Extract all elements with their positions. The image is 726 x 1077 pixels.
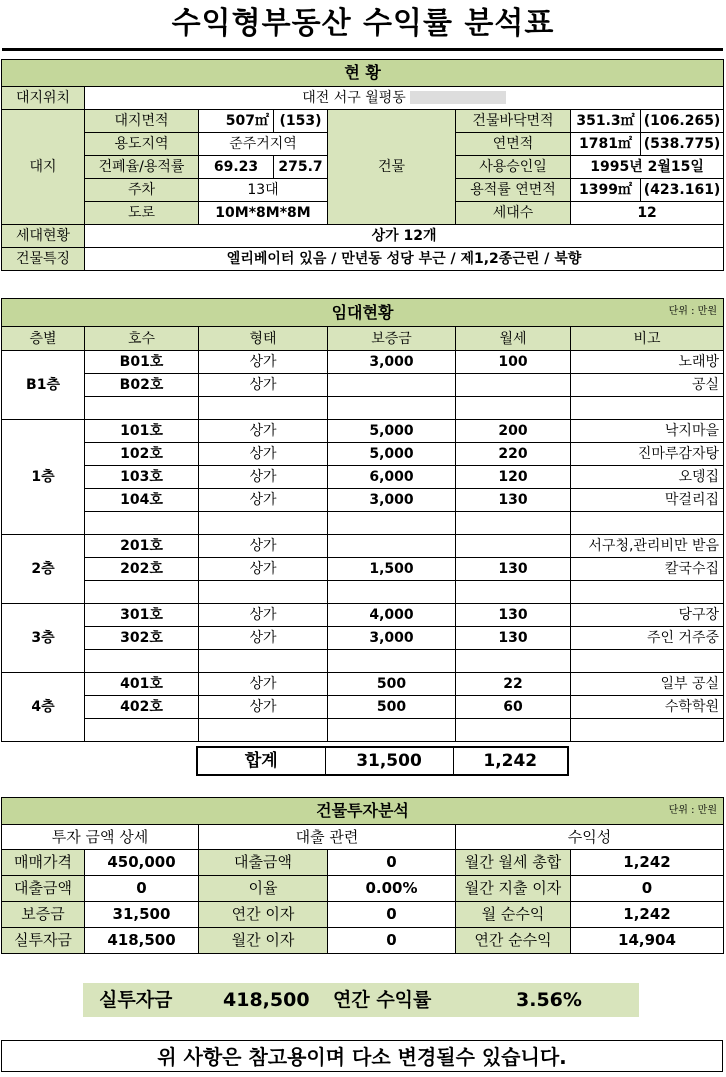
unit-type: 상가 [199, 466, 328, 489]
analysis-row [2, 902, 724, 928]
unit-note: 서구청,관리비만 받음 [571, 535, 724, 558]
unit-rent: 22 [456, 673, 571, 696]
investment-label: 대출금액 [2, 876, 85, 902]
footer-note: 위 사항은 참고용이며 다소 변경될수 있습니다. [1, 1040, 723, 1072]
investment-value: 31,500 [85, 902, 199, 928]
land-row-value: 507㎡ [199, 110, 274, 133]
unit-type: 상가 [199, 420, 328, 443]
profit-value: 0 [571, 876, 724, 902]
rental-row [2, 535, 724, 558]
unit-rent: 220 [456, 443, 571, 466]
analysis-row [2, 876, 724, 902]
building-row-value: 1781㎡ [571, 133, 641, 156]
land-row-value: 69.23 [199, 156, 274, 179]
unit-note [571, 719, 724, 742]
unit-rent [456, 719, 571, 742]
rental-row [2, 351, 724, 374]
unit-note: 칼국수집 [571, 558, 724, 581]
unit-type [199, 397, 328, 420]
unit-rent: 130 [456, 627, 571, 650]
rental-row [2, 420, 724, 443]
building-row-label: 건물바닥면적 [456, 110, 571, 133]
unit-number [85, 581, 199, 604]
summary-label: 실투자금 [99, 989, 173, 1011]
location-cell [85, 87, 724, 110]
land-row-label: 건폐율/용적률 [85, 156, 199, 179]
overview-header: 현 황 [2, 60, 724, 87]
unit-deposit [328, 719, 456, 742]
floor-cell: 4층 [2, 673, 85, 742]
unit-rent [456, 535, 571, 558]
rental-row [2, 604, 724, 627]
analysis-unit: 단위 : 만원 [668, 805, 717, 816]
land-row-label: 도로 [85, 202, 199, 225]
unit-number [85, 719, 199, 742]
building-row-value: 1995년 2월15일 [571, 156, 724, 179]
rental-header-title: 임대현황 [331, 302, 394, 322]
unit-type [199, 512, 328, 535]
unit-deposit: 500 [328, 696, 456, 719]
rental-totals [196, 746, 569, 776]
unit-rent: 130 [456, 489, 571, 512]
unit-deposit: 500 [328, 673, 456, 696]
unit-note: 일부 공실 [571, 673, 724, 696]
unit-type: 상가 [199, 673, 328, 696]
rental-row [2, 627, 724, 650]
unit-rent: 200 [456, 420, 571, 443]
unit-number: 202호 [85, 558, 199, 581]
unit-note [571, 397, 724, 420]
unit-rent [456, 650, 571, 673]
analysis-col-investment: 투자 금액 상세 [2, 825, 199, 850]
unit-note: 낙지마을 [571, 420, 724, 443]
unit-type [199, 650, 328, 673]
unit-number: 104호 [85, 489, 199, 512]
rental-table [1, 298, 724, 772]
analysis-table [1, 797, 724, 954]
unit-note [571, 650, 724, 673]
land-label: 대지 [2, 110, 85, 225]
unit-deposit [328, 397, 456, 420]
profit-label: 연간 순수익 [456, 928, 571, 954]
unit-deposit [328, 535, 456, 558]
loan-value: 0 [328, 850, 456, 876]
rental-row [2, 650, 724, 673]
unit-note [571, 512, 724, 535]
household-label: 세대현황 [2, 225, 85, 248]
floor-cell: 2층 [2, 535, 85, 604]
unit-note [571, 581, 724, 604]
floor-cell: 3층 [2, 604, 85, 673]
investment-label: 실투자금 [2, 928, 85, 954]
loan-value: 0.00% [328, 876, 456, 902]
unit-note: 당구장 [571, 604, 724, 627]
unit-rent: 130 [456, 558, 571, 581]
unit-number: 201호 [85, 535, 199, 558]
loan-value: 0 [328, 928, 456, 954]
rental-row [2, 719, 724, 742]
profit-value: 1,242 [571, 850, 724, 876]
unit-deposit: 6,000 [328, 466, 456, 489]
unit-note: 공실 [571, 374, 724, 397]
rental-row [2, 558, 724, 581]
building-row-value2: (538.775) [641, 133, 724, 156]
location-value: 대전 서구 월평동 [302, 90, 406, 106]
rental-row [2, 466, 724, 489]
unit-rent: 120 [456, 466, 571, 489]
floor-cell: 1층 [2, 420, 85, 535]
unit-type: 상가 [199, 696, 328, 719]
unit-rent [456, 512, 571, 535]
unit-type: 상가 [199, 535, 328, 558]
unit-type: 상가 [199, 374, 328, 397]
land-row-value2: 275.7 [274, 156, 328, 179]
rental-row [2, 673, 724, 696]
investment-value: 418,500 [85, 928, 199, 954]
unit-note: 주인 거주중 [571, 627, 724, 650]
building-row-label: 연면적 [456, 133, 571, 156]
unit-note: 진마루감자탕 [571, 443, 724, 466]
unit-number [85, 650, 199, 673]
unit-number: 103호 [85, 466, 199, 489]
unit-deposit: 5,000 [328, 420, 456, 443]
page-title: 수익형부동산 수익률 분석표 [171, 6, 555, 41]
profit-label: 월 순수익 [456, 902, 571, 928]
feature-label: 건물특징 [2, 248, 85, 271]
building-row-label: 용적률 연면적 [456, 179, 571, 202]
unit-rent [456, 374, 571, 397]
building-row-value: 351.3㎡ [571, 110, 641, 133]
unit-deposit: 5,000 [328, 443, 456, 466]
profit-label: 월간 지출 이자 [456, 876, 571, 902]
analysis-row [2, 850, 724, 876]
unit-deposit [328, 512, 456, 535]
unit-number: 102호 [85, 443, 199, 466]
rental-unit: 단위 : 만원 [668, 306, 718, 317]
unit-deposit: 3,000 [328, 489, 456, 512]
unit-note: 노래방 [571, 351, 724, 374]
analysis-header [2, 798, 724, 825]
unit-deposit: 1,500 [328, 558, 456, 581]
summary-value: 418,500 [223, 989, 310, 1011]
total-rent: 1,242 [453, 747, 568, 775]
rental-row [2, 443, 724, 466]
unit-number: 301호 [85, 604, 199, 627]
building-row-value: 1399㎡ [571, 179, 641, 202]
location-label: 대지위치 [2, 87, 85, 110]
unit-deposit [328, 650, 456, 673]
unit-type: 상가 [199, 443, 328, 466]
unit-deposit: 3,000 [328, 351, 456, 374]
profit-label: 월간 월세 총합 [456, 850, 571, 876]
land-row-value: 13대 [199, 179, 328, 202]
investment-value: 0 [85, 876, 199, 902]
land-row-label: 용도지역 [85, 133, 199, 156]
rental-row [2, 397, 724, 420]
building-row-label: 세대수 [456, 202, 571, 225]
unit-number: 101호 [85, 420, 199, 443]
building-row-value: 12 [571, 202, 724, 225]
unit-rent: 60 [456, 696, 571, 719]
rental-row [2, 489, 724, 512]
rental-row [2, 581, 724, 604]
unit-type: 상가 [199, 351, 328, 374]
profit-value: 1,242 [571, 902, 724, 928]
unit-rent [456, 397, 571, 420]
summary-yield-value: 3.56% [516, 989, 582, 1011]
land-row-value: 10M*8M*8M [199, 202, 328, 225]
rental-header [2, 299, 724, 327]
rental-row [2, 374, 724, 397]
unit-rent: 130 [456, 604, 571, 627]
household-value: 상가 12개 [85, 225, 724, 248]
unit-note: 오뎅집 [571, 466, 724, 489]
loan-label: 연간 이자 [199, 902, 328, 928]
summary-yield-label: 연간 수익률 [333, 989, 432, 1011]
title-underline [2, 48, 723, 51]
unit-number: 302호 [85, 627, 199, 650]
total-label: 합계 [197, 747, 325, 775]
land-row-value2: (153) [274, 110, 328, 133]
loan-label: 월간 이자 [199, 928, 328, 954]
feature-value: 엘리베이터 있음 / 만년동 성당 부근 / 제1,2종근린 / 북향 [85, 248, 724, 271]
unit-type: 상가 [199, 558, 328, 581]
unit-number: B02호 [85, 374, 199, 397]
land-row-label: 대지면적 [85, 110, 199, 133]
unit-deposit [328, 581, 456, 604]
summary-bar [83, 983, 639, 1017]
redacted-address [410, 91, 506, 104]
unit-number [85, 512, 199, 535]
unit-deposit [328, 374, 456, 397]
col-header: 층별 [2, 327, 85, 351]
unit-rent [456, 581, 571, 604]
land-row-label: 주차 [85, 179, 199, 202]
unit-note: 막걸리집 [571, 489, 724, 512]
unit-type [199, 581, 328, 604]
col-header: 비고 [571, 327, 724, 351]
col-header: 형태 [199, 327, 328, 351]
profit-value: 14,904 [571, 928, 724, 954]
unit-type: 상가 [199, 604, 328, 627]
investment-value: 450,000 [85, 850, 199, 876]
analysis-row [2, 928, 724, 954]
analysis-col-loan: 대출 관련 [199, 825, 456, 850]
land-row-value: 준주거지역 [199, 133, 328, 156]
rental-row [2, 696, 724, 719]
building-row-value2: (106.265) [641, 110, 724, 133]
loan-value: 0 [328, 902, 456, 928]
unit-number [85, 397, 199, 420]
total-deposit: 31,500 [325, 747, 453, 775]
building-label: 건물 [328, 110, 456, 225]
floor-cell: B1층 [2, 351, 85, 420]
unit-type [199, 719, 328, 742]
unit-number: B01호 [85, 351, 199, 374]
building-row-label: 사용승인일 [456, 156, 571, 179]
loan-label: 이율 [199, 876, 328, 902]
col-header: 호수 [85, 327, 199, 351]
analysis-col-profit: 수익성 [456, 825, 724, 850]
unit-type: 상가 [199, 627, 328, 650]
unit-note: 수학학원 [571, 696, 724, 719]
rental-row [2, 512, 724, 535]
analysis-header-title: 건물투자분석 [316, 801, 409, 820]
unit-number: 401호 [85, 673, 199, 696]
col-header: 월세 [456, 327, 571, 351]
building-row-value2: (423.161) [641, 179, 724, 202]
unit-deposit: 3,000 [328, 627, 456, 650]
investment-label: 보증금 [2, 902, 85, 928]
unit-rent: 100 [456, 351, 571, 374]
overview-table [1, 59, 724, 271]
loan-label: 대출금액 [199, 850, 328, 876]
col-header: 보증금 [328, 327, 456, 351]
unit-type: 상가 [199, 489, 328, 512]
investment-label: 매매가격 [2, 850, 85, 876]
unit-number: 402호 [85, 696, 199, 719]
unit-deposit: 4,000 [328, 604, 456, 627]
